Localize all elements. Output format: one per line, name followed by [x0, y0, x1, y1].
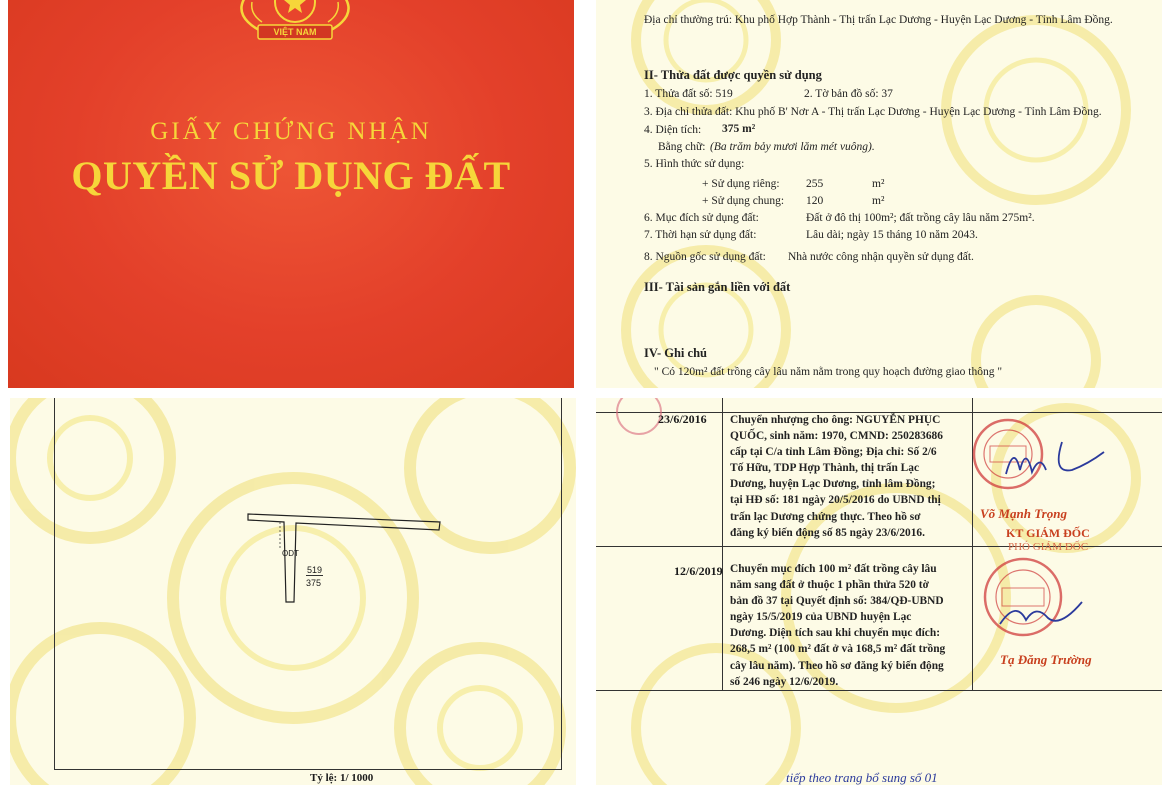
signer-subtitle: PHÓ GIÁM ĐỐC — [1008, 541, 1089, 553]
entry2-line: Chuyển mục đích 100 m² đất trồng cây lâu — [730, 563, 937, 575]
area-in-words-value: (Ba trăm bảy mươi lăm mét vuông). — [710, 141, 875, 153]
entry1-line: QUỐC, sinh năm: 1970, CMND: 250283686 — [730, 430, 943, 443]
emblem-ribbon-text: VIỆT NAM — [273, 27, 317, 37]
shared-use-label: + Sử dụng chung: — [702, 195, 785, 207]
entry2-line: Dương. Diện tích sau khi chuyển mục đích: — [730, 627, 940, 640]
usage-term-value: Lâu dài; ngày 15 tháng 10 năm 2043. — [806, 229, 978, 241]
land-info-page — [596, 0, 1162, 388]
usage-origin-value: Nhà nước công nhận quyền sử dụng đất. — [788, 251, 974, 263]
shared-use-unit: m² — [872, 195, 885, 207]
owner-address: Địa chỉ thường trú: Khu phố Hợp Thành - Thị trấn Lạc Dương - Huyện Lạc Dương - Tỉnh Lâm Đồng. — [644, 14, 1113, 26]
entry1-date: 23/6/2016 — [658, 412, 707, 426]
parcel-address: 3. Địa chỉ thửa đất: Khu phố B' Nơr A - Thị trấn Lạc Dương - Huyện Lạc Dương - Tỉnh Lâm Đồng. — [644, 106, 1102, 118]
plot-area: 375 — [306, 578, 322, 588]
area-in-words-label: Bằng chữ: — [658, 141, 706, 153]
map-sheet-number: 2. Tờ bản đồ số: 37 — [804, 88, 893, 100]
cover-title-line2: QUYỀN SỬ DỤNG ĐẤT — [71, 153, 511, 198]
parcel-number: 1. Thửa đất số: 519 — [644, 88, 733, 100]
entry2-line: 268,5 m² (100 m² đất ở và 168,5 m² đất trồng — [730, 643, 946, 656]
usage-purpose-value: Đất ở đô thị 100m²; đất trồng cây lâu năm 275m². — [806, 212, 1035, 224]
cover-title-line1: GIẤY CHỨNG NHẬN — [150, 118, 432, 145]
entry1-line: Tố Hữu, TDP Hợp Thành, thị trấn Lạc — [730, 462, 920, 475]
parcel-shape — [240, 508, 450, 608]
changes-page — [596, 398, 1162, 785]
national-emblem-icon — [236, 0, 354, 44]
entry1-text — [730, 412, 943, 541]
entry1-line: trấn lạc Dương chứng thực. Theo hồ sơ — [730, 510, 921, 523]
usage-origin-label: 8. Nguồn gốc sử dụng đất: — [644, 251, 766, 263]
signature-1-icon — [1000, 434, 1110, 484]
area-label: 4. Diện tích: — [644, 124, 702, 136]
shared-use-value: 120 — [806, 195, 824, 207]
signer-2-name: Tạ Đăng Trường — [1000, 652, 1092, 667]
certificate-cover — [8, 0, 574, 388]
entry1-line: tại HĐ số: 181 ngày 20/5/2016 do UBND thị — [730, 494, 941, 507]
watermark-pattern — [596, 0, 1162, 388]
entry2-line: ngày 15/5/2019 của UBND huyện Lạc — [730, 611, 912, 624]
entry2-line: số 246 ngày 12/6/2019. — [730, 675, 839, 688]
area-value: 375 m² — [722, 123, 756, 135]
map-scale: Tỷ lệ: 1/ 1000 — [310, 772, 374, 784]
entry2-text — [730, 561, 945, 690]
stamp-partial-icon — [614, 398, 664, 438]
section-4-title: IV- Ghi chú — [644, 346, 707, 360]
footer-handwriting: tiếp theo trang bổ sung số 01 — [786, 770, 938, 785]
signature-2-icon — [996, 594, 1086, 634]
parcel-map-page — [10, 398, 576, 785]
usage-form-label: 5. Hình thức sử dụng: — [644, 158, 745, 170]
section-2-title: II- Thửa đất được quyền sử dụng — [644, 68, 822, 82]
entry1-line: cấp tại C/a tỉnh Lâm Đồng; Địa chỉ: Số 2/6 — [730, 446, 937, 459]
signer-title: KT GIÁM ĐỐC — [1006, 526, 1090, 540]
entry1-line: Chuyển nhượng cho ông: NGUYỄN PHỤC — [730, 414, 941, 426]
table-rule — [596, 690, 1162, 691]
signer-1-name: Võ Mạnh Trọng — [980, 506, 1067, 521]
private-use-value: 255 — [806, 178, 824, 190]
private-use-unit: m² — [872, 178, 885, 190]
entry2-line: năm sang đất ở thuộc 1 phần thửa 520 tờ — [730, 579, 929, 592]
plot-code: ODT — [282, 549, 299, 558]
usage-term-label: 7. Thời hạn sử dụng đất: — [644, 229, 757, 241]
entry2-line: bản đồ 37 tại Quyết định số: 384/QĐ-UBND — [730, 595, 944, 608]
usage-purpose-label: 6. Mục đích sử dụng đất: — [644, 212, 759, 224]
entry2-line: cây lâu năm). Theo hồ sơ đăng ký biến động — [730, 659, 944, 672]
note-text: " Có 120m² đất trồng cây lâu năm nằm trong quy hoạch đường giao thông " — [654, 366, 1003, 378]
entry2-date: 12/6/2019 — [674, 564, 723, 578]
entry1-line: đăng ký biến động số 85 ngày 23/6/2016. — [730, 526, 925, 539]
section-3-title: III- Tài sản gắn liền với đất — [644, 280, 791, 294]
table-column-divider — [722, 398, 723, 690]
plot-number: 519 — [307, 565, 323, 575]
private-use-label: + Sử dụng riêng: — [702, 178, 780, 190]
entry1-line: Dương, huyện Lạc Dương, tỉnh lâm Đồng; — [730, 478, 936, 491]
